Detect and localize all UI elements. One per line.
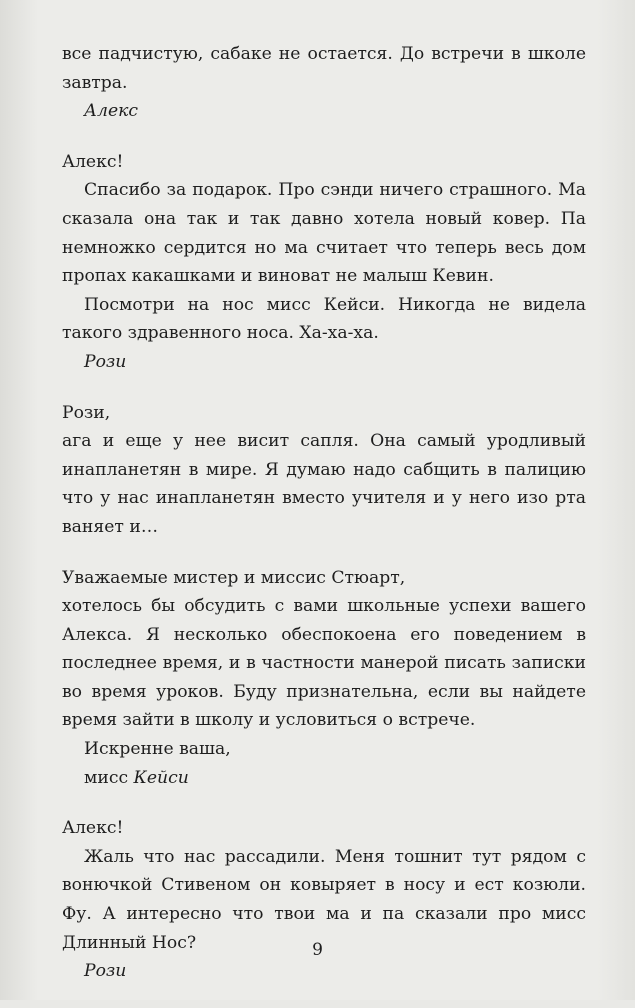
letter-4 — [62, 564, 586, 793]
letter-4-greeting: Уважаемые мистер и миссис Стюарт, — [62, 567, 406, 588]
letter-1-paragraph: все падчистую, сабаке не остается. До встречи в школе завтра. — [62, 44, 586, 93]
letter-2-signature: Рози — [84, 351, 127, 372]
letter-3-paragraph: ага и еще у нее висит сапля. Она самый уродливый инапланетян в мире. Я думаю надо сабщить в палицию что у нас инапланетян вместо учителя и у него изо рта ваняет и… — [62, 431, 586, 537]
letter-4-signature-prefix: мисс — [84, 767, 134, 788]
letter-1-signature: Алекс — [84, 101, 139, 122]
letter-4-signature-name: Кейси — [133, 767, 189, 788]
letter-4-signature — [62, 764, 586, 793]
letter-2-greeting: Алекс! — [62, 151, 124, 172]
letter-3-greeting: Рози, — [62, 402, 111, 423]
letter-1 — [62, 40, 586, 126]
letter-5 — [62, 814, 586, 986]
letter-2-paragraph-1: Спасибо за подарок. Про сэнди ничего страшного. Ма сказала она так и так давно хотела новый ковер. Па немножко сердится но ма считает что теперь весь дом пропах какашками и виноват не малыш Кевин. — [62, 180, 586, 287]
letter-4-closing: Искренне ваша, — [84, 739, 231, 760]
letter-2-paragraph-2: Посмотри на нос мисс Кейси. Никогда не видела такого здравенного носа. Ха-ха-ха. — [62, 294, 586, 344]
letter-5-greeting: Алекс! — [62, 818, 124, 839]
letter-3 — [62, 399, 586, 542]
letter-4-paragraph: хотелось бы обсудить с вами школьные успехи вашего Алекса. Я несколько обеспокоена его поведением в последнее время, и в частности манерой писать записки во время уроков. Буду признательна, если вы найдете время зайти в школу и условиться о встрече. — [62, 596, 586, 731]
page-number: 9 — [312, 940, 323, 960]
page-text — [62, 40, 586, 1008]
letter-5-paragraph: Жаль что нас рассадили. Меня тошнит тут рядом с вонючкой Стивеном он ковыряет в носу и ест козюли. Фу. А интересно что твои ма и па сказали про мисс Длинный Нос? — [62, 846, 586, 953]
letter-5-signature: Рози — [84, 961, 127, 982]
letter-2 — [62, 148, 586, 377]
